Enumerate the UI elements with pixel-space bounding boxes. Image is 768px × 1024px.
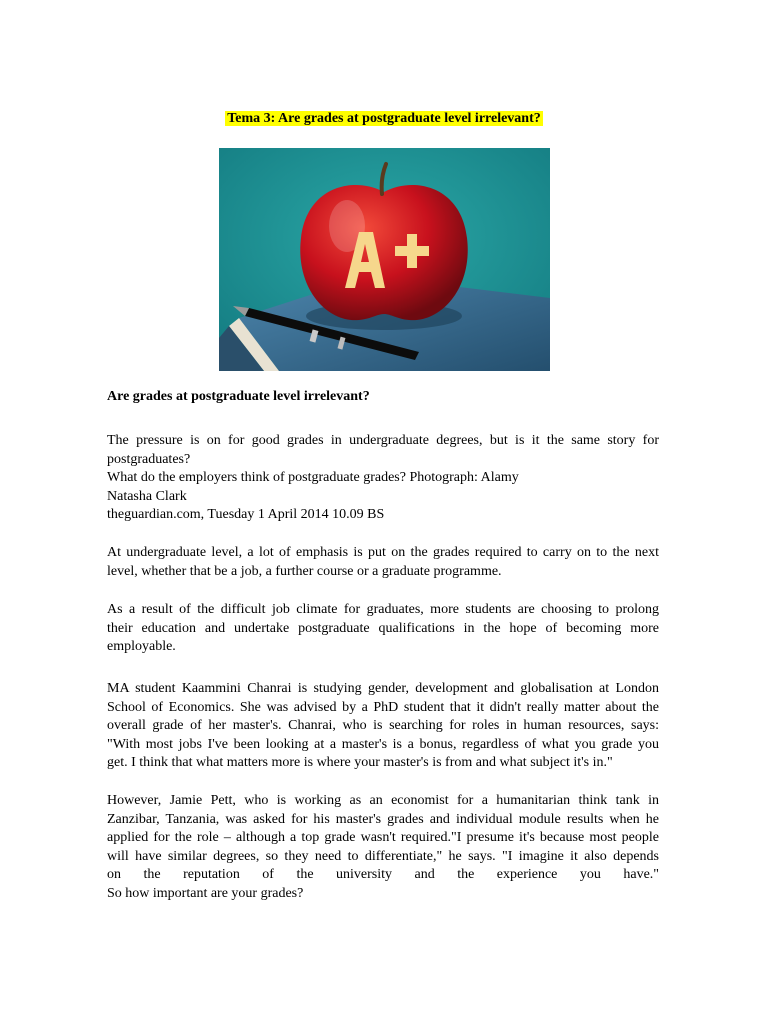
paragraph-line: MA student Kaammini Chanrai is studying gender, development and globalisation at London (107, 681, 659, 696)
intro-line: postgraduates? (107, 451, 191, 467)
paragraph-line: applied for the role – although a top grade wasn't required."I presume it's because most people (107, 830, 659, 845)
paragraph-line: Zanzibar, Tanzania, was asked for his master's grades and individual module results when he (107, 811, 659, 827)
document-title: Tema 3: Are grades at postgraduate level irrelevant? (227, 111, 541, 126)
paragraph (107, 680, 659, 773)
paragraph-line: overall grade of her master's. Chanrai, who is searching for roles in human resources, says: (107, 718, 659, 733)
intro-line: theguardian.com, Tuesday 1 April 2014 10.09 BS (107, 507, 385, 522)
article-heading: Are grades at postgraduate level irrelevant? (107, 389, 370, 404)
paragraph-line: School of Economics. She was advised by a PhD student that it didn't really matter about the (107, 699, 659, 715)
intro-line: Natasha Clark (107, 488, 187, 504)
paragraph-line: However, Jamie Pett, who is working as an economist for a humanitarian think tank in (107, 793, 659, 808)
apple-with-a-plus-icon (219, 148, 550, 371)
paragraph (107, 792, 659, 903)
paragraph (107, 601, 659, 657)
paragraph-line: level, whether that be a job, a further course or a graduate programme. (107, 563, 502, 579)
paragraph-line: As a result of the difficult job climate for graduates, more students are choosing to prolong (107, 602, 659, 617)
apple-photo (219, 148, 550, 371)
title-container (0, 109, 768, 128)
paragraph-line: "With most jobs I've been looking at a master's is a bonus, regardless of what you grade you (107, 736, 659, 752)
paragraph-line: their education and undertake postgraduate qualifications in the hope of becoming more (107, 620, 659, 636)
paragraph-line: will have similar degrees, so they need to differentiate," he says. "I imagine it also depends (107, 848, 659, 864)
paragraph-line: employable. (107, 639, 176, 654)
intro-block (107, 432, 659, 525)
paragraph (107, 544, 659, 581)
paragraph-line: on the reputation of the university and the experience you have." (107, 867, 659, 882)
intro-line: The pressure is on for good grades in undergraduate degrees, but is it the same story for (107, 433, 659, 448)
paragraph-line: At undergraduate level, a lot of emphasis is put on the grades required to carry on to the next (107, 545, 659, 560)
intro-line: What do the employers think of postgraduate grades? Photograph: Alamy (107, 470, 519, 485)
paragraph-line: get. I think that what matters more is where your master's is from and what subject it's in." (107, 755, 613, 770)
paragraph-line: So how important are your grades? (107, 885, 304, 901)
